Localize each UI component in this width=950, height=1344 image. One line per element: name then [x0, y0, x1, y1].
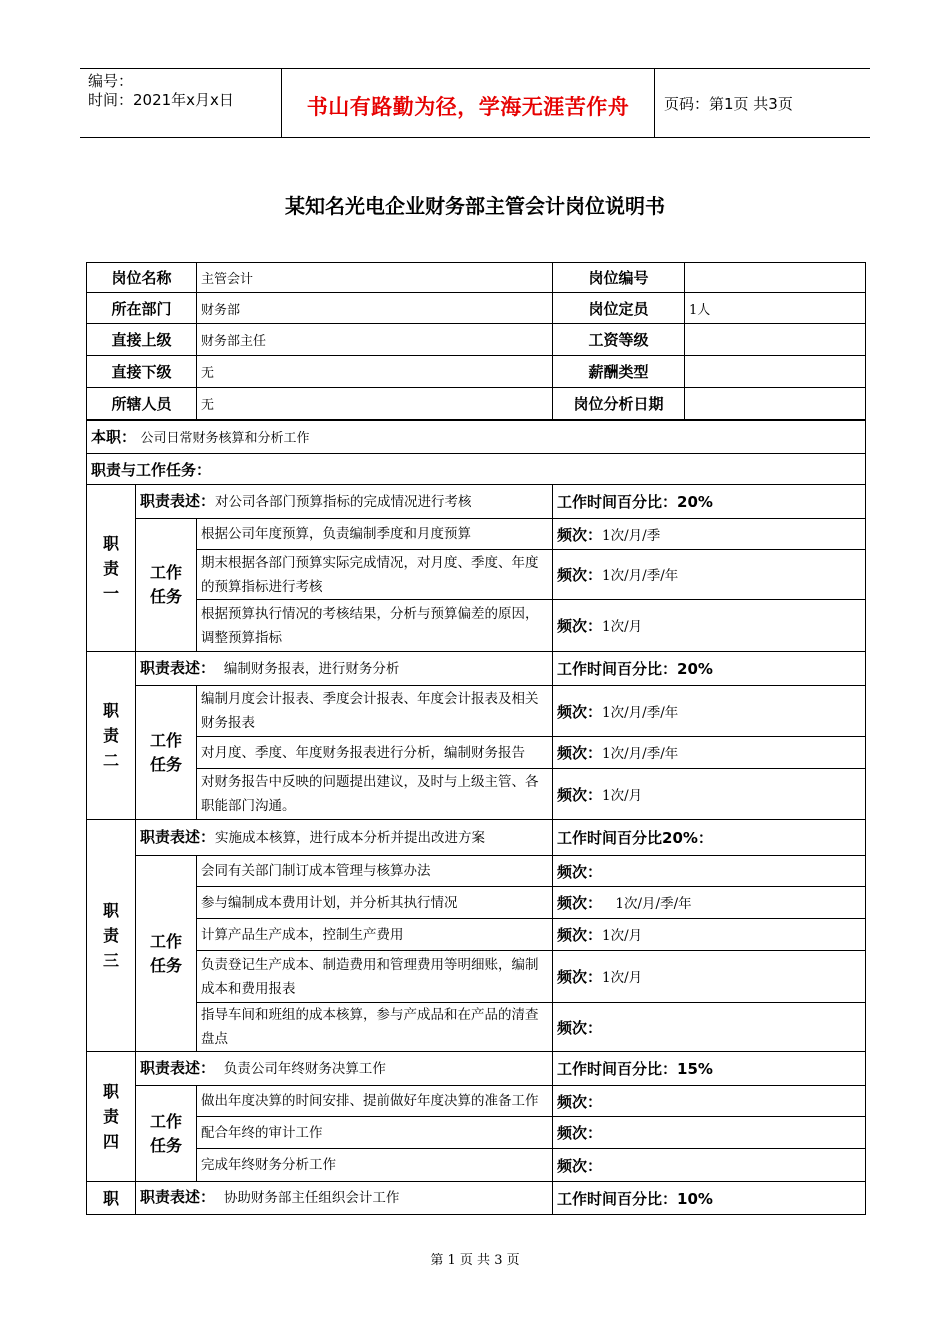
job-summary-row: [87, 420, 866, 454]
statement-label: 职责表述：: [140, 827, 216, 846]
header-motto: 书山有路勤为径，学海无涯苦作舟: [306, 95, 630, 119]
work-time-percent: 工作时间百分比：10%: [553, 1182, 866, 1215]
task-label: 工作任务: [136, 686, 197, 820]
duty-statement-row: [87, 652, 866, 686]
task-label: 工作任务: [136, 856, 197, 1052]
info-row: [87, 263, 866, 293]
task-frequency: 频次：: [553, 1117, 866, 1149]
task-text: 根据预算执行情况的考核结果，分析与预算偏差的原因，调整预算指标: [197, 600, 553, 652]
info-label: 岗位编号: [553, 263, 685, 293]
task-text: 做出年度决算的时间安排、提前做好年度决算的准备工作: [197, 1086, 553, 1117]
statement-label: 职责表述：: [140, 1188, 216, 1206]
duty-name: 职责一: [87, 485, 136, 652]
duty-statement-row: [87, 485, 866, 519]
info-label: 工资等级: [553, 324, 685, 356]
info-label: 直接上级: [87, 324, 197, 356]
task-row: [87, 887, 866, 919]
work-time-percent: 工作时间百分比：20%: [553, 485, 866, 519]
task-frequency: 频次：1次/月/季/年: [553, 550, 866, 600]
task-frequency: 频次：: [553, 1086, 866, 1117]
statement-label: 职责表述：: [140, 1058, 216, 1077]
info-value: 财务部: [197, 293, 553, 324]
info-value: 财务部主任: [197, 324, 553, 356]
task-frequency: 频次：: [553, 1003, 866, 1052]
statement-label: 职责表述：: [140, 658, 216, 677]
duties-header-row: [87, 454, 866, 485]
page-header: [80, 68, 870, 138]
info-value: 无: [197, 388, 553, 420]
task-frequency: 频次：1次/月: [553, 769, 866, 820]
header-page-info: 页码：第1页 共3页: [664, 95, 793, 113]
task-text: 参与编制成本费用计划，并分析其执行情况: [197, 887, 553, 919]
work-time-percent: 工作时间百分比：15%: [553, 1052, 866, 1086]
task-frequency: 频次：1次/月: [553, 951, 866, 1003]
task-frequency: 频次：1次/月: [553, 600, 866, 652]
task-row: [87, 919, 866, 951]
page-footer: 第 1 页 共 3 页: [430, 1253, 520, 1268]
duty-statement-row: [87, 1052, 866, 1086]
info-row: [87, 324, 866, 356]
task-frequency: 频次：1次/月/季: [553, 519, 866, 550]
duty-name: 职: [87, 1182, 136, 1215]
task-row: [87, 686, 866, 737]
task-text: 根据公司年度预算，负责编制季度和月度预算: [197, 519, 553, 550]
info-value: [685, 388, 866, 420]
task-row: [87, 769, 866, 820]
info-row: [87, 388, 866, 420]
task-frequency: 频次：: [553, 1149, 866, 1182]
work-time-percent: 工作时间百分比：20%: [553, 652, 866, 686]
task-row: [87, 1117, 866, 1149]
task-row: [87, 856, 866, 887]
duty-name: 职责三: [87, 820, 136, 1052]
task-frequency: 频次：: [553, 856, 866, 887]
duties-header: 职责与工作任务：: [87, 454, 866, 485]
task-row: [87, 519, 866, 550]
info-row: [87, 356, 866, 388]
duty-name: 职责二: [87, 652, 136, 820]
task-text: 对月度、季度、年度财务报表进行分析，编制财务报告: [197, 737, 553, 769]
task-frequency: 频次：1次/月/季/年: [553, 737, 866, 769]
task-text: 编制月度会计报表、季度会计报表、年度会计报表及相关财务报表: [197, 686, 553, 737]
duty-statement-row: [87, 820, 866, 856]
task-text: 会同有关部门制订成本管理与核算办法: [197, 856, 553, 887]
info-value: [685, 324, 866, 356]
info-value: [685, 356, 866, 388]
task-row: [87, 951, 866, 1003]
info-value: 主管会计: [197, 263, 553, 293]
info-label: 岗位定员: [553, 293, 685, 324]
duty-statement-row: [87, 1182, 866, 1215]
info-label: 岗位分析日期: [553, 388, 685, 420]
duty-statement: 负责公司年终财务决算工作: [223, 1060, 386, 1077]
task-text: 配合年终的审计工作: [197, 1117, 553, 1149]
task-text: 期末根据各部门预算实际完成情况，对月度、季度、年度的预算指标进行考核: [197, 550, 553, 600]
info-value: [685, 263, 866, 293]
document-title: 某知名光电企业财务部主管会计岗位说明书: [285, 194, 665, 218]
task-label: 工作任务: [136, 1086, 197, 1182]
time-label: 时间：2021年x月x日: [88, 91, 234, 109]
task-text: 计算产品生产成本，控制生产费用: [197, 919, 553, 951]
header-meta: [88, 72, 234, 110]
info-value: 无: [197, 356, 553, 388]
task-row: [87, 600, 866, 652]
job-summary-label: 本职：: [91, 428, 137, 447]
task-label: 工作任务: [136, 519, 197, 652]
duty-statement: 对公司各部门预算指标的完成情况进行考核: [215, 493, 472, 510]
duty-name: 职责四: [87, 1052, 136, 1182]
duty-statement: 编制财务报表，进行财务分析: [223, 660, 400, 677]
task-row: [87, 1149, 866, 1182]
info-label: 岗位名称: [87, 263, 197, 293]
task-frequency: 频次： 1次/月/季/年: [553, 887, 866, 919]
task-frequency: 频次：1次/月/季/年: [553, 686, 866, 737]
info-value: 1人: [685, 293, 866, 324]
task-row: [87, 550, 866, 600]
task-text: 完成年终财务分析工作: [197, 1149, 553, 1182]
info-label: 薪酬类型: [553, 356, 685, 388]
duty-statement: 协助财务部主任组织会计工作: [223, 1190, 400, 1206]
statement-label: 职责表述：: [140, 491, 216, 510]
info-row: [87, 293, 866, 324]
task-row: [87, 737, 866, 769]
job-description-table: [86, 262, 866, 1215]
task-frequency: 频次：1次/月: [553, 919, 866, 951]
task-text: 负责登记生产成本、制造费用和管理费用等明细账，编制成本和费用报表: [197, 951, 553, 1003]
code-label: 编号：: [88, 72, 134, 90]
job-summary-text: 公司日常财务核算和分析工作: [140, 431, 310, 447]
info-label: 直接下级: [87, 356, 197, 388]
info-label: 所在部门: [87, 293, 197, 324]
task-row: [87, 1003, 866, 1052]
task-row: [87, 1086, 866, 1117]
info-label: 所辖人员: [87, 388, 197, 420]
header-divider: [654, 69, 655, 137]
duty-statement: 实施成本核算，进行成本分析并提出改进方案: [215, 829, 486, 846]
task-text: 对财务报告中反映的问题提出建议，及时与上级主管、各职能部门沟通。: [197, 769, 553, 820]
task-text: 指导车间和班组的成本核算，参与产成品和在产品的清查盘点: [197, 1003, 553, 1052]
work-time-percent: 工作时间百分比20%：: [553, 820, 866, 856]
